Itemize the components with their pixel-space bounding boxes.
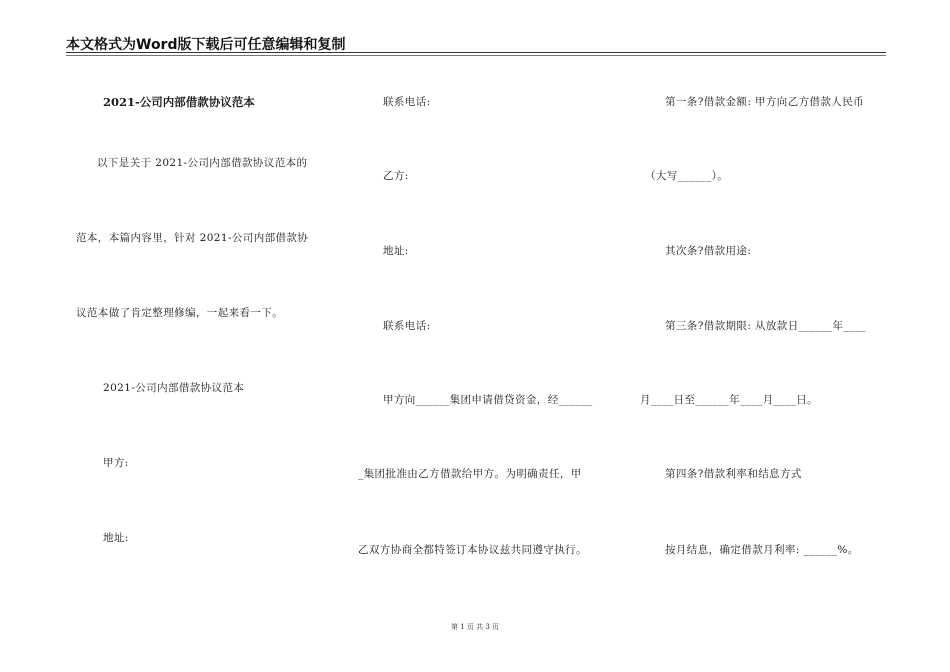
clause-line: 第四条?借款利率和结息方式 [665,468,802,480]
party-b-label: 乙方: [383,170,409,182]
address-label: 地址: [103,532,129,544]
clause-line: 月____日至______年____月____日。 [640,394,818,406]
paragraph-line: _集团批准由乙方借款给甲方。为明确责任，甲 [358,468,582,480]
paragraph-line: 甲方向______集团申请借贷资金，经______ [383,394,593,406]
header-rule [66,52,886,53]
document-title: 2021-公司内部借款协议范本 [103,95,255,109]
party-a-label: 甲方: [103,457,129,469]
clause-line: 按月结息，确定借款月利率: ______%。 [665,544,859,556]
header-rule-thin [66,55,886,56]
paragraph-line: 以下是关于 2021-公司内部借款协议范本的 [97,157,308,169]
clause-line: 第一条?借款金额: 甲方向乙方借款人民币 [665,96,865,108]
clause-line: 第三条?借款期限: 从放款日______年____ [665,320,867,332]
paragraph-line: 范本，本篇内容里，针对 2021-公司内部借款协 [76,232,309,244]
paragraph-line: 乙双方协商全都特签订本协议兹共同遵守执行。 [358,544,587,556]
paragraph-line: 议范本做了肯定整理修编，一起来看一下。 [76,307,284,319]
phone-label: 联系电话: [383,320,431,332]
section-heading: 2021-公司内部借款协议范本 [103,382,245,394]
header-banner: 本文格式为Word版下载后可任意编辑和复制 [66,37,346,53]
page-number: 第 1 页 共 3 页 [450,623,500,631]
clause-line: 其次条?借款用途: [665,245,752,257]
clause-line: （大写______）。 [645,170,729,182]
phone-label: 联系电话: [383,96,431,108]
address-label: 地址: [383,245,409,257]
